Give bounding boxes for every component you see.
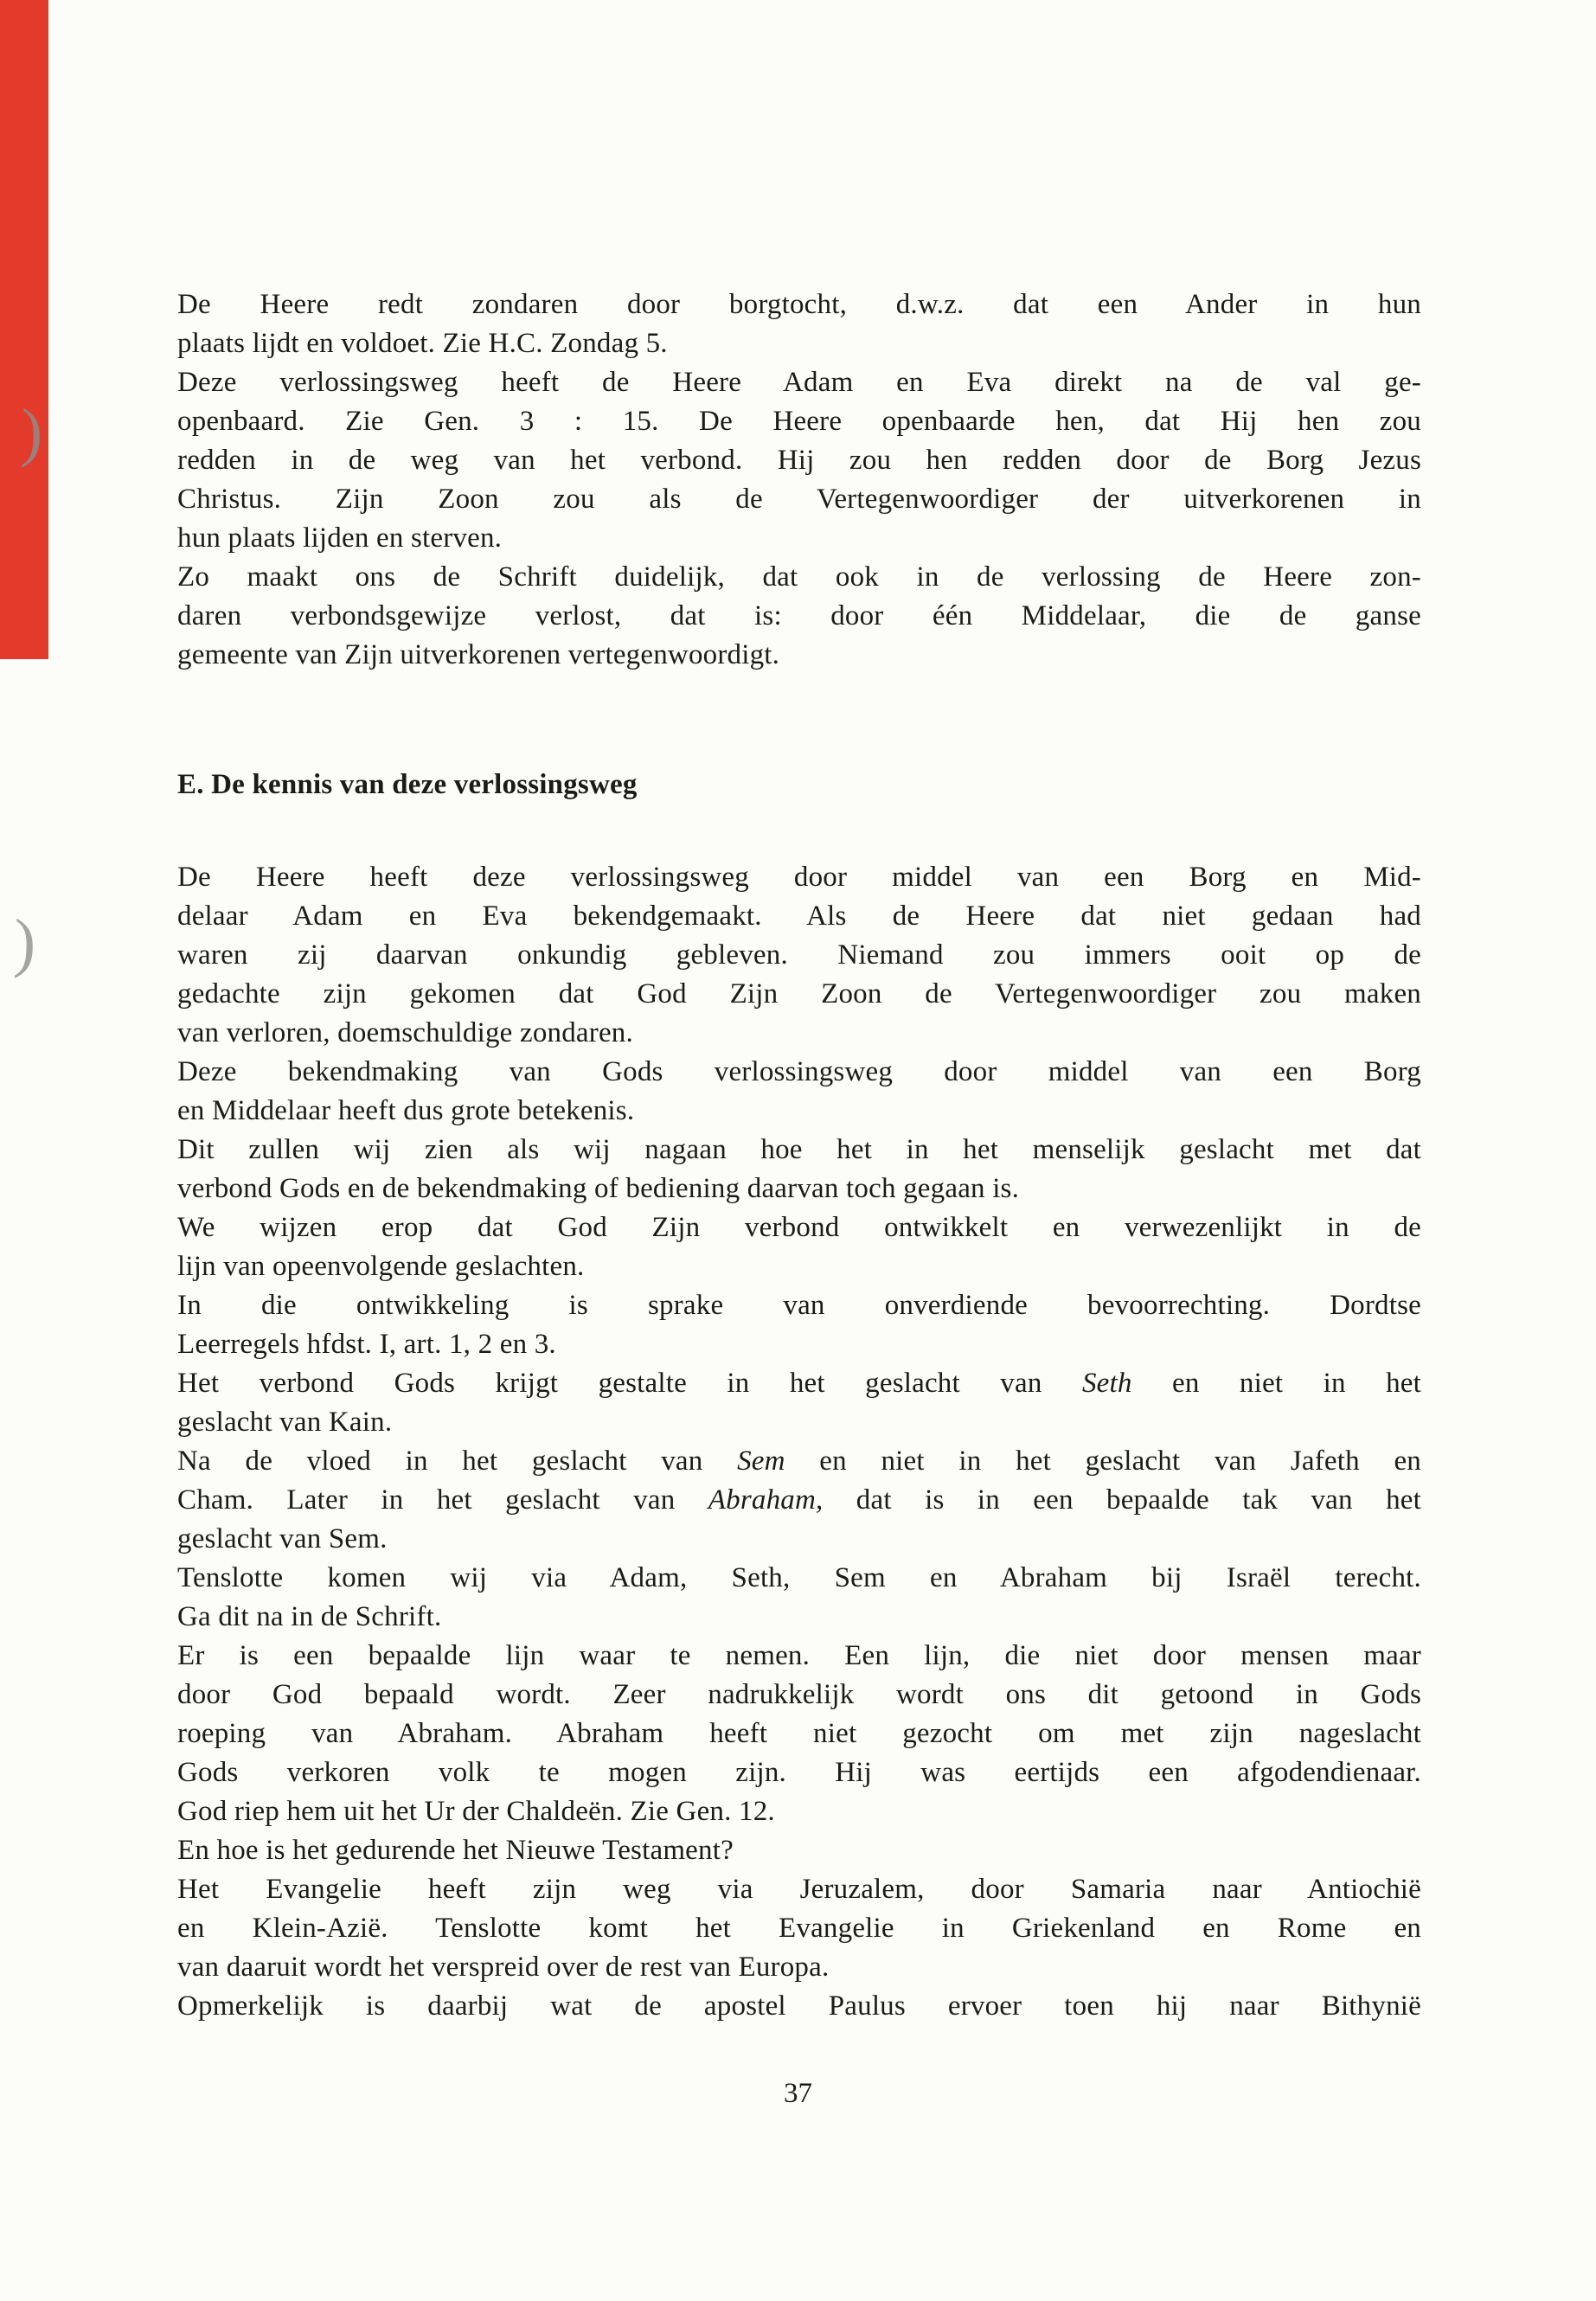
text-line: Na de vloed in het geslacht van Sem en niet in het geslacht van Jafeth en — [177, 1445, 1421, 1477]
text-line: daren verbondsgewijze verlost, dat is: door één Middelaar, die de ganse — [177, 600, 1421, 631]
text-line: Cham. Later in het geslacht van Abraham, dat is in een bepaalde tak van het — [177, 1484, 1421, 1516]
text-line: en Klein-Azië. Tenslotte komt het Evangelie in Griekenland en Rome en — [177, 1913, 1421, 1944]
paragraph — [177, 1286, 1421, 1364]
paragraph — [177, 285, 1421, 363]
text-line: van verloren, doemschuldige zondaren. — [177, 1017, 633, 1048]
paragraph — [177, 363, 1421, 558]
scan-artifact-mark: ) — [12, 906, 37, 980]
paragraph — [177, 1208, 1421, 1286]
paragraph — [177, 1364, 1421, 1442]
text-line: delaar Adam en Eva bekendgemaakt. Als de Heere dat niet gedaan had — [177, 901, 1421, 932]
paragraph — [177, 1637, 1421, 1831]
text-line: Deze bekendmaking van Gods verlossingsweg door middel van een Borg — [177, 1056, 1421, 1087]
paragraph — [177, 1831, 1421, 1870]
red-margin-strip — [0, 0, 48, 659]
text-line: Deze verlossingsweg heeft de Heere Adam en Eva direkt na de val ge- — [177, 367, 1421, 398]
text-line: En hoe is het gedurende het Nieuwe Testament? — [177, 1835, 734, 1866]
paragraph — [177, 1987, 1421, 2026]
text-line: verbond Gods en de bekendmaking of bediening daarvan toch gegaan is. — [177, 1173, 1020, 1204]
paragraph — [177, 1559, 1421, 1637]
text-line: lijn van opeenvolgende geslachten. — [177, 1251, 585, 1282]
italic-name: Sem — [737, 1445, 785, 1477]
text-line: en Middelaar heeft dus grote betekenis. — [177, 1095, 635, 1126]
italic-name: Abraham, — [708, 1484, 824, 1516]
text-line: Het verbond Gods krijgt gestalte in het geslacht van Seth en niet in het — [177, 1368, 1421, 1399]
italic-name: Seth — [1081, 1368, 1132, 1399]
paragraph — [177, 558, 1421, 675]
text-line: gedachte zijn gekomen dat God Zijn Zoon de Vertegenwoordiger zou maken — [177, 978, 1421, 1009]
text-line: Tenslotte komen wij via Adam, Seth, Sem en Abraham bij Israël terecht. — [177, 1562, 1421, 1593]
text-line: redden in de weg van het verbond. Hij zou hen redden door de Borg Jezus — [177, 445, 1421, 476]
scan-artifact-mark: ) — [19, 395, 44, 470]
text-line: Zo maakt ons de Schrift duidelijk, dat ook in de verlossing de Heere zon- — [177, 561, 1421, 593]
text-line: gemeente van Zijn uitverkorenen vertegenwoordigt. — [177, 639, 780, 670]
text-line: Christus. Zijn Zoon zou als de Vertegenwoordiger der uitverkorenen in — [177, 484, 1421, 515]
section-heading: E. De kennis van deze verlossingsweg — [177, 769, 638, 800]
page-number: 37 — [784, 2078, 812, 2109]
text-line: Opmerkelijk is daarbij wat de apostel Paulus ervoer toen hij naar Bithynië — [177, 1990, 1421, 2022]
text-line: Er is een bepaalde lijn waar te nemen. Een lijn, die niet door mensen maar — [177, 1640, 1421, 1671]
paragraph — [177, 858, 1421, 1053]
text-line: God riep hem uit het Ur der Chaldeën. Zie Gen. 12. — [177, 1796, 775, 1827]
text-line: Gods verkoren volk te mogen zijn. Hij was eertijds een afgodendienaar. — [177, 1757, 1421, 1788]
text-line: waren zij daarvan onkundig gebleven. Niemand zou immers ooit op de — [177, 939, 1421, 971]
paragraph — [177, 1053, 1421, 1131]
text-line: In die ontwikkeling is sprake van onverdiende bevoorrechting. Dordtse — [177, 1290, 1421, 1321]
text-block — [177, 285, 1421, 2026]
text-line: De Heere redt zondaren door borgtocht, d.w.z. dat een Ander in hun — [177, 289, 1421, 320]
text-line: geslacht van Kain. — [177, 1407, 393, 1438]
text-line: Het Evangelie heeft zijn weg via Jeruzalem, door Samaria naar Antiochië — [177, 1874, 1421, 1905]
text-line: door God bepaald wordt. Zeer nadrukkelijk wordt ons dit getoond in Gods — [177, 1679, 1421, 1710]
paragraph — [177, 1131, 1421, 1208]
text-line: hun plaats lijden en sterven. — [177, 522, 503, 554]
text-line: Leerregels hfdst. I, art. 1, 2 en 3. — [177, 1329, 556, 1360]
text-line: roeping van Abraham. Abraham heeft niet gezocht om met zijn nageslacht — [177, 1718, 1421, 1749]
text-line: openbaard. Zie Gen. 3 : 15. De Heere openbaarde hen, dat Hij hen zou — [177, 406, 1421, 437]
text-line: Ga dit na in de Schrift. — [177, 1601, 442, 1632]
text-line: van daaruit wordt het verspreid over de rest van Europa. — [177, 1952, 830, 1983]
text-line: Dit zullen wij zien als wij nagaan hoe het in het menselijk geslacht met dat — [177, 1134, 1421, 1165]
text-line: plaats lijdt en voldoet. Zie H.C. Zondag 5. — [177, 328, 668, 359]
text-line: geslacht van Sem. — [177, 1523, 388, 1554]
paragraph — [177, 1442, 1421, 1559]
text-line: De Heere heeft deze verlossingsweg door middel van een Borg en Mid- — [177, 862, 1421, 893]
paragraph — [177, 1870, 1421, 1987]
text-line: We wijzen erop dat God Zijn verbond ontwikkelt en verwezenlijkt in de — [177, 1212, 1421, 1243]
